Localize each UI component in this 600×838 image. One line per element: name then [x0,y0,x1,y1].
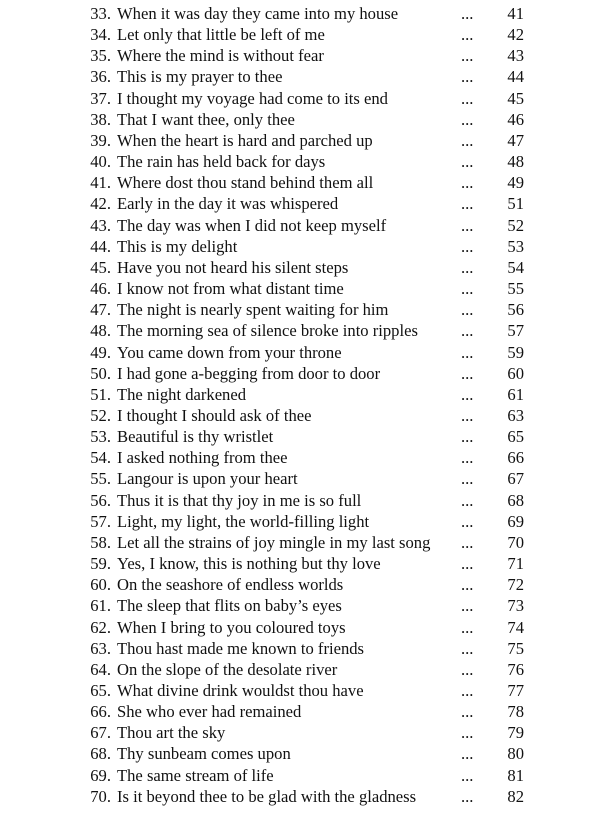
entry-title: The night darkened [117,384,247,404]
toc-entry [0,722,600,743]
page-number: 59 [507,342,524,362]
page-number: 75 [507,638,524,658]
leader-dots: ... [461,786,474,806]
entry-number: 58. [90,532,111,552]
leader-dots: ... [461,342,474,362]
entry-number: 46. [90,279,111,299]
page-number: 80 [507,744,524,764]
page-number: 46 [507,109,524,129]
entry-title: On the seashore of endless worlds [117,575,344,595]
page-number: 56 [507,300,524,320]
toc-entry [0,743,600,764]
entry-title: You came down from your throne [117,342,342,362]
page-number: 52 [507,215,524,235]
leader-dots: ... [461,279,474,299]
toc-entry [0,236,600,257]
entry-title: Thou art the sky [117,723,226,743]
entry-title: Thy sunbeam comes upon [117,744,291,764]
toc-entry [0,193,600,214]
entry-number: 59. [90,554,111,574]
toc-entry [0,574,600,595]
leader-dots: ... [461,173,474,193]
page-number: 63 [507,405,524,425]
entry-number: 57. [90,511,111,531]
toc-entry [0,532,600,553]
leader-dots: ... [461,702,474,722]
leader-dots: ... [461,363,474,383]
entry-number: 42. [90,194,111,214]
entry-number: 67. [90,723,111,743]
entry-number: 61. [90,596,111,616]
toc-entry [0,342,600,363]
entry-title: The rain has held back for days [117,152,326,172]
page-number: 82 [507,786,524,806]
toc-entry [0,426,600,447]
entry-number: 69. [90,765,111,785]
toc-entry [0,88,600,109]
leader-dots: ... [461,681,474,700]
entry-number: 66. [90,702,111,722]
entry-title: I asked nothing from thee [117,448,288,468]
page-number: 43 [507,46,524,66]
table-of-contents [0,3,600,807]
leader-dots: ... [461,405,474,425]
entry-number: 40. [90,152,111,172]
leader-dots: ... [461,4,474,23]
page-number: 77 [507,681,524,700]
leader-dots: ... [461,723,474,743]
toc-entry [0,278,600,299]
entry-title: The morning sea of silence broke into ripples [117,321,418,341]
toc-entry [0,172,600,193]
entry-number: 50. [90,363,111,383]
leader-dots: ... [461,25,474,45]
leader-dots: ... [461,67,474,87]
entry-number: 64. [90,659,111,679]
entry-title: I thought my voyage had come to its end [117,88,388,108]
leader-dots: ... [461,448,474,468]
entry-title: She who ever had remained [117,702,302,722]
entry-number: 45. [90,257,111,277]
toc-entry [0,468,600,489]
page-number: 42 [507,25,524,45]
toc-entry [0,66,600,87]
entry-title: The night is nearly spent waiting for him [117,300,389,320]
page-number: 66 [507,448,524,468]
leader-dots: ... [461,469,474,489]
leader-dots: ... [461,152,474,172]
toc-entry [0,701,600,722]
entry-number: 48. [90,321,111,341]
leader-dots: ... [461,596,474,616]
entry-number: 41. [90,173,111,193]
page-number: 49 [507,173,524,193]
leader-dots: ... [461,638,474,658]
entry-number: 37. [90,88,111,108]
entry-title: Light, my light, the world-filling light [117,511,370,531]
leader-dots: ... [461,109,474,129]
toc-entry [0,24,600,45]
page-number: 68 [507,490,524,510]
entry-number: 55. [90,469,111,489]
toc-entry [0,151,600,172]
entry-title: I had gone a-begging from door to door [117,363,381,383]
entry-number: 56. [90,490,111,510]
leader-dots: ... [461,257,474,277]
leader-dots: ... [461,659,474,679]
page-number: 53 [507,236,524,256]
toc-entry [0,490,600,511]
leader-dots: ... [461,511,474,531]
entry-number: 39. [90,130,111,150]
page-number: 60 [507,363,524,383]
leader-dots: ... [461,384,474,404]
toc-entry [0,363,600,384]
entry-number: 52. [90,405,111,425]
entry-title: That I want thee, only thee [117,109,295,129]
entry-number: 60. [90,575,111,595]
toc-entry [0,45,600,66]
entry-title: When the heart is hard and parched up [117,130,373,150]
entry-title: Have you not heard his silent steps [117,257,349,277]
leader-dots: ... [461,427,474,447]
leader-dots: ... [461,554,474,574]
page-number: 61 [507,384,524,404]
entry-number: 63. [90,638,111,658]
entry-number: 70. [90,786,111,806]
entry-number: 34. [90,25,111,45]
leader-dots: ... [461,532,474,552]
leader-dots: ... [461,300,474,320]
toc-entry [0,617,600,638]
entry-title: The same stream of life [117,765,274,785]
page-number: 45 [507,88,524,108]
entry-title: The day was when I did not keep myself [117,215,387,235]
toc-entry [0,447,600,468]
entry-title: Early in the day it was whispered [117,194,339,214]
toc-entry [0,320,600,341]
entry-title: I know not from what distant time [117,279,344,299]
entry-number: 62. [90,617,111,637]
entry-title: Beautiful is thy wristlet [117,427,274,447]
entry-title: Langour is upon your heart [117,469,298,489]
page-number: 41 [507,4,524,23]
entry-title: Is it beyond thee to be glad with the gladness [117,786,417,806]
page-number: 55 [507,279,524,299]
leader-dots: ... [461,490,474,510]
leader-dots: ... [461,575,474,595]
toc-entry [0,299,600,320]
entry-title: Let only that little be left of me [117,25,325,45]
page-number: 76 [507,659,524,679]
toc-entry [0,130,600,151]
page-number: 54 [507,257,524,277]
leader-dots: ... [461,321,474,341]
toc-entry [0,786,600,807]
page-number: 65 [507,427,524,447]
leader-dots: ... [461,617,474,637]
entry-number: 38. [90,109,111,129]
entry-title: I thought I should ask of thee [117,405,312,425]
entry-title: The sleep that flits on baby’s eyes [117,596,342,616]
toc-entry [0,257,600,278]
toc-entry [0,595,600,616]
entry-title: Yes, I know, this is nothing but thy love [117,554,381,574]
entry-number: 51. [90,384,111,404]
toc-entry [0,384,600,405]
entry-title: What divine drink wouldst thou have [117,681,364,700]
entry-title: Thou hast made me known to friends [117,638,365,658]
toc-entry [0,553,600,574]
page-number: 78 [507,702,524,722]
entry-title: Let all the strains of joy mingle in my last song [117,532,431,552]
page-number: 79 [507,723,524,743]
leader-dots: ... [461,130,474,150]
entry-number: 54. [90,448,111,468]
page-number: 72 [507,575,524,595]
leader-dots: ... [461,88,474,108]
toc-entry [0,215,600,236]
entry-title: This is my prayer to thee [117,67,283,87]
entry-number: 36. [90,67,111,87]
toc-entry [0,3,600,24]
toc-entry [0,511,600,532]
entry-title: When it was day they came into my house [117,4,399,23]
page-number: 47 [507,130,524,150]
toc-entry [0,638,600,659]
entry-title: When I bring to you coloured toys [117,617,346,637]
entry-number: 35. [90,46,111,66]
leader-dots: ... [461,236,474,256]
page-number: 69 [507,511,524,531]
entry-number: 49. [90,342,111,362]
leader-dots: ... [461,215,474,235]
entry-number: 65. [90,681,111,700]
leader-dots: ... [461,46,474,66]
page-number: 70 [507,532,524,552]
toc-entry [0,659,600,680]
page-number: 73 [507,596,524,616]
entry-number: 47. [90,300,111,320]
page-number: 57 [507,321,524,341]
leader-dots: ... [461,194,474,214]
toc-entry [0,765,600,786]
page-number: 74 [507,617,524,637]
page-number: 71 [507,554,524,574]
entry-title: On the slope of the desolate river [117,659,338,679]
entry-number: 33. [90,4,111,23]
entry-title: Thus it is that thy joy in me is so full [117,490,362,510]
entry-number: 53. [90,427,111,447]
page-number: 48 [507,152,524,172]
toc-entry [0,405,600,426]
entry-number: 43. [90,215,111,235]
toc-entry [0,109,600,130]
toc-entry [0,680,600,701]
leader-dots: ... [461,744,474,764]
leader-dots: ... [461,765,474,785]
page-number: 67 [507,469,524,489]
entry-number: 44. [90,236,111,256]
entry-title: This is my delight [117,236,238,256]
entry-title: Where dost thou stand behind them all [117,173,374,193]
page-number: 51 [507,194,524,214]
page-number: 44 [507,67,524,87]
entry-title: Where the mind is without fear [117,46,324,66]
entry-number: 68. [90,744,111,764]
page-number: 81 [507,765,524,785]
